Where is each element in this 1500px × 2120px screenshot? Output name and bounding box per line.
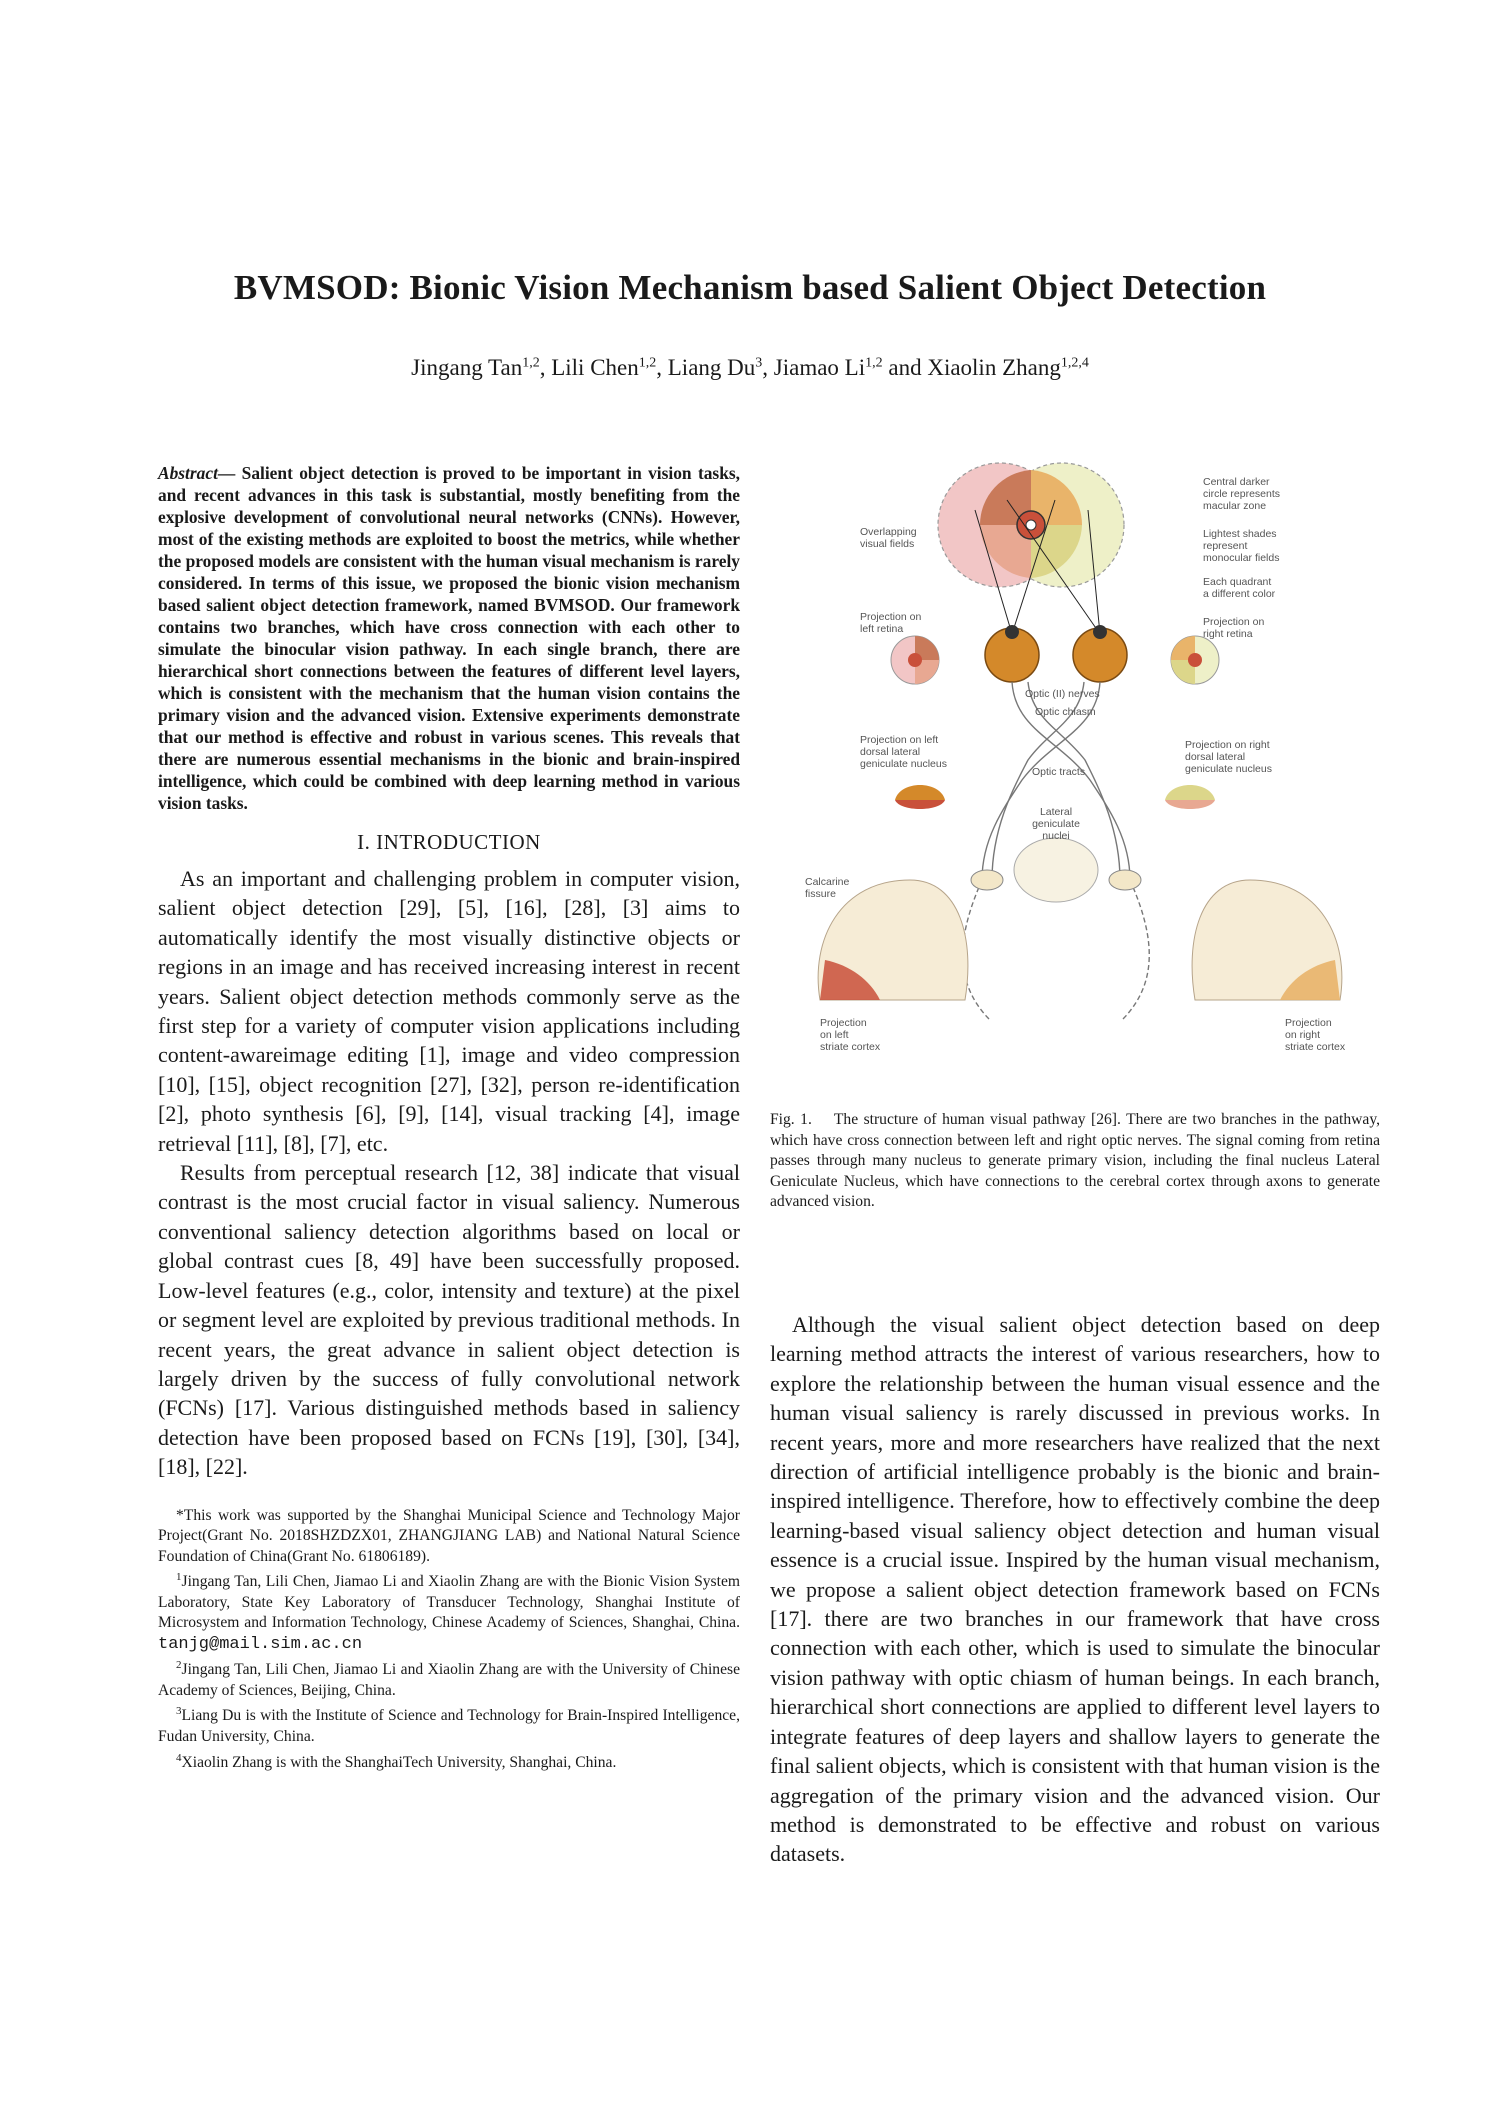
footnote-affiliation-4: $^4$Xiaolin Zhang is with the ShanghaiTech University, Shanghai, China. (176, 1751, 617, 1771)
paper-title: BVMSOD: Bionic Vision Mechanism based Salient Object Detection (233, 268, 1267, 307)
visual-pathway-diagram (800, 460, 1360, 1060)
svg-text:Lightest shadesrepresentmonocu: Lightest shades represent monocular fields (1203, 528, 1280, 564)
svg-text:Projection onleft retina: Projection on left retina (860, 611, 922, 635)
svg-text:Optic (II) nerves: Optic (II) nerves (1025, 688, 1100, 700)
svg-text:Each quadranta different color: Each quadrant a different color (1203, 576, 1276, 600)
svg-text:Calcarinefissure: Calcarine fissure (805, 876, 850, 900)
eyes (985, 625, 1127, 682)
svg-text:Projection onright retina: Projection on right retina (1203, 616, 1265, 640)
figure-visual-pathway (800, 460, 1360, 1060)
right-column (770, 1310, 1380, 1869)
visual-fields (938, 463, 1124, 587)
author: Jiamao Li$^{1,2}$ and (773, 355, 928, 380)
lgn (895, 785, 1215, 902)
svg-text:Projection on leftdorsal later: Projection on left dorsal lateral geniculate nucleus (860, 734, 947, 770)
svg-text:Optic chiasm: Optic chiasm (1035, 706, 1096, 718)
author: Lili Chen$^{1,2}$, (551, 355, 668, 380)
cortex (818, 880, 1342, 1000)
footnote-affiliation-3: $^3$Liang Du is with the Institute of Science and Technology for Brain-Inspired Intelligence, Fudan University, China. (158, 1705, 740, 1746)
figure-caption-label: Fig. 1. (770, 1111, 812, 1128)
svg-text:Projectionon leftstriate corte: Projection on left striate cortex (820, 1017, 881, 1053)
footnote-affiliation-1: $^1$Jingang Tan, Lili Chen, Jiamao Li and Xiaolin Zhang are with the Bionic Vision System Laboratory, State Key Laboratory of Transducer Technology, Shanghai Institute of Microsystem and Information Technology, Chinese Academy of Sciences, Shanghai, China. tanjg@mail.sim.ac.cn (158, 1571, 740, 1654)
svg-text:Projection on rightdorsal late: Projection on right dorsal lateral geniculate nucleus (1185, 739, 1272, 775)
abstract-label: Abstract (158, 463, 218, 483)
retina-projections (891, 636, 1219, 684)
section-heading-introduction: I. INTRODUCTION (357, 830, 541, 854)
author-email: tanjg@mail.sim.ac.cn (158, 1634, 363, 1654)
author: Liang Du$^3$, (667, 355, 774, 380)
intro-paragraph-2: Results from perceptual research [12, 38] indicate that visual contrast is the most crucial factor in visual saliency. Numerous conventional saliency detection algorithms based on local or global contrast cues [8, 49] have been successfully proposed. Low-level features (e.g., color, intensity and texture) at the pixel or segment level are exploited by previous traditional methods. In recent years, the great advance in salient object detection is largely driven by the success of fully convolutional network (FCNs) [17]. Various distinguished methods based in saliency detection have been proposed based on FCNs [19], [30], [34], [18], [22]. (158, 1160, 740, 1480)
svg-text:Central darkercircle represent: Central darker circle represents macular zone (1203, 476, 1281, 512)
footnote-funding: *This work was supported by the Shanghai Municipal Science and Technology Major Project(Grant No. 2018SHZDZX01, ZHANGJIANG LAB) and National Natural Science Foundation of China(Grant No. 61806189). (158, 1506, 740, 1565)
svg-text:Projectionon rightstriate cort: Projection on right striate cortex (1285, 1017, 1346, 1053)
abstract: Abstract— Salient object detection is proved to be important in vision tasks, and recent advances in this task is substantial, mostly benefiting from the explosive development of convolutional neural networks (CNNs). However, most of the existing methods are exploited to boost the metrics, while whether the proposed models are consistent with the human visual mechanism is rarely considered. In terms of this issue, we proposed the bionic vision mechanism based salient object detection framework, named BVMSOD. Our framework contains two branches, which have cross connection with each other to simulate the binocular vision pathway. In each single branch, there are hierarchical short connections between the features of different level layers, which is consistent with the mechanism that the human vision contains the primary vision and the advanced vision. Extensive experiments demonstrate that our method is effective and robust in various scenes. This reveals that there are numerous essential mechanisms in the bionic and brain-inspired intelligence, which could be combined with deep learning method in various vision tasks. (158, 463, 740, 813)
svg-text:Optic tracts: Optic tracts (1032, 766, 1086, 778)
intro-paragraph-3: Although the visual salient object detection based on deep learning method attracts the interest of various researchers, how to explore the relationship between the human visual essence and the human visual saliency is rarely discussed in previous works. In recent years, more and more researchers have realized that the next direction of artificial intelligence probably is the bionic and brain-inspired intelligence. Therefore, how to effectively combine the deep learning-based visual saliency object detection and human visual essence is a crucial issue. Inspired by the human visual mechanism, we propose a salient object detection framework based on FCNs [17]. there are two branches in our framework that have cross connection with each other, which is used to simulate the binocular vision pathway with optic chiasm of human beings. In each branch, hierarchical short connections are applied to different level layers to integrate features of deep layers and shallow layers to generate the final salient objects, which is consistent with that human vision is the aggregation of the primary vision and the advanced vision. Our method is demonstrated to be effective and robust on various datasets. (770, 1312, 1380, 1867)
figure-caption-text: The structure of human visual pathway [26]. There are two branches in the pathway, which have cross connection between left and right optic nerves. The signal coming from retina passes through many nucleus to generate primary vision, including the final nucleus Lateral Geniculate Nucleus, which have connections to the cerebral cortex through axons to generate advanced vision. (770, 1111, 1381, 1210)
left-column (158, 462, 740, 1773)
author: Jingang Tan$^{1,2}$, (411, 355, 552, 380)
author: Xiaolin Zhang$^{1,2,4}$ (927, 355, 1089, 380)
figure-caption (770, 1110, 1380, 1213)
footnotes (158, 1506, 740, 1774)
intro-paragraph-1: As an important and challenging problem in computer vision, salient object detection [29], [5], [16], [28], [3] aims to automatically identify the most visually distinctive objects or regions in an image and has received increasing interest in recent years. Salient object detection methods commonly serve as the first step for a variety of computer vision applications including content-awareimage editing [1], image and video compression [10], [15], object recognition [27], [32], person re-identification [2], photo synthesis [6], [9], [14], visual tracking [4], image retrieval [11], [8], [7], etc. (158, 866, 740, 1156)
footnote-affiliation-2: $^2$Jingang Tan, Lili Chen, Jiamao Li and Xiaolin Zhang are with the University of Chinese Academy of Sciences, Beijing, China. (158, 1659, 740, 1699)
abstract-text: Salient object detection is proved to be important in vision tasks, and recent advances in this task is substantial, mostly benefiting from the explosive development of convolutional neural networks (CNNs). However, most of the existing methods are exploited to boost the metrics, while whether the proposed models are consistent with the human visual mechanism is rarely considered. In terms of this issue, we proposed the bionic vision mechanism based salient object detection framework, named BVMSOD. Our framework contains two branches, which have cross connection with each other to simulate the binocular vision pathway. In each single branch, there are hierarchical short connections between the features of different level layers, which is consistent with the mechanism that the human vision contains the primary vision and the advanced vision. Extensive experiments demonstrate that our method is effective and robust in various scenes. This reveals that there are numerous essential mechanisms in the bionic and brain-inspired intelligence, which could be combined with deep learning method in various vision tasks. (158, 463, 740, 813)
author-line (60, 355, 1440, 381)
svg-text:Overlappingvisual fields: Overlapping visual fields (860, 526, 917, 550)
svg-text:Lateralgeniculatenuclei: Lateral geniculate nuclei (1032, 806, 1080, 842)
